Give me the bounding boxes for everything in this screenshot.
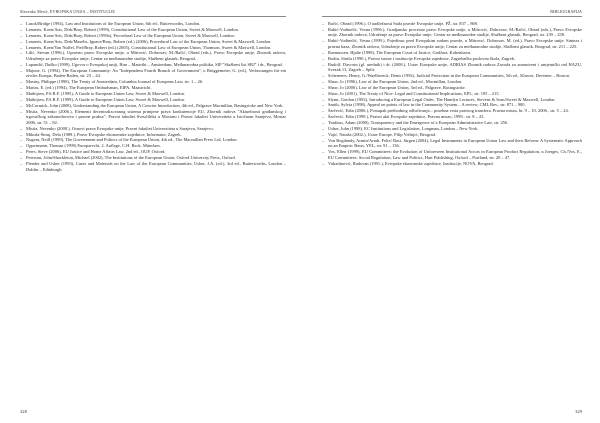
bibliography-entry: – Shaw, Jo (2000), Law of the European Union, 3rd ed., Palgrave, Basingstoke. <box>322 85 582 91</box>
bibliography-entry: – Slynn, Gordon (1992), Introducing a European Legal Order, The Hamlyn Lectures, Stevens & Sons/Sweet & Maxwell, London. <box>322 97 582 103</box>
bibliography-entry: – Shaw, Jo (2001), The Treaty of Nice: Legal and Constitutional Implications, EPL, str. 195 – 215. <box>322 91 582 97</box>
bibliography-entry: – Lenaerts, Koen/Arts, Dirk/Bray, Robert (1999a), Procedural Law of the European Union, Sweet & Maxwell, London. <box>20 33 286 39</box>
bibliography-entry: – Mathijsen, P.S.R.F. (1999), A Guide to European Union Law, Sweet & Maxwell, London. <box>20 97 286 103</box>
bibliography-entry: – Račić, Obrad (1996.), O nadležnosti Suda pravde Evropske unije, PŽ, str. 837 – 869. <box>322 21 582 27</box>
left-page <box>20 0 286 423</box>
bibliography-entry: – Usher, John (1998), EC Institutions and Legislation, Longman, London – New York. <box>322 126 582 132</box>
bibliography-entry: – Oppermann, Thomas (1999) Europarecht, 2. Auflage, C.H. Beck, München. <box>20 143 286 149</box>
bibliography-entry: – McCormick, John (2008), Understanding the European Union, A Concise Introduction, 4th ed., Palgrave Macmillan, Basingstoke and New York. <box>20 103 286 109</box>
bibliography-entry: – Lenaerts, Koen/Van Nuffel, Piet/Bray, Robert (ed.) (2005), Constitutional Law of European Union, Thomson, Sweet & Maxwell, London. <box>20 45 286 51</box>
bibliography-entry: – Plender and Usher (1993), Cases and Materials on the Law of the European Communities, Usher, J.A. (ed.), 3rd ed., Butterworths, London – Dublin – Edinburgh. <box>20 161 286 172</box>
bibliography-entry: – Mathijsen, P.S.R.F. (1995), A Guide to European Union Law, Sweet & Maxwell, London. <box>20 91 286 97</box>
bibliography-entry: – Peers, Steve (2006), EU Justice and Home Affairs Law, 2nd ed., OUP, Oxford. <box>20 149 286 155</box>
bibliography-entry: – Majone, G. (1994), The European Community: An "Independent Fourth Branch of Government", u Brüggemeier, G. (ed.), Verfassungen für ein ziviles Europa, Baden-Baden, str. 23 – 44. <box>20 68 286 79</box>
bibliography-entry: – Šarčević, Edin (2006.), Postupak prethodnog odlučivanja – posebna vrsta pravnog transfera, Pravna misao, br. 9 – 10, 2006., str. 5 – 24. <box>322 108 582 114</box>
bibliography-entry: – Rodin, Siniša (1990.), Pravni sustav i institucije Evropske zajednice, Zagrebačka poslovna škola, Zagreb. <box>322 56 582 62</box>
header-section-title: BIBLIOGRAFIJA <box>550 9 582 14</box>
bibliography-entry: – Lopandić, Duško (1999), Ugovor o Evropskoj uniji, Rim – Mastriht – Amsterdam, Međunarodna politika, SIP "Službeni list SRJ" i dr., Beograd. <box>20 62 286 68</box>
bibliography-entry: – Misita, Nevenko (2008.), Osnovi prava Evropske unije, Pravni fakultet Univerziteta u Sarajevu, Sarajevo. <box>20 126 286 132</box>
bibliography-entry: – Lenaerts, Koen/Arts, Dirk/Bray, Robert (1999), Constitutional Law of the European Union, Sweet & Maxwell, London. <box>20 27 286 33</box>
running-header <box>20 9 286 17</box>
page-number: 329 <box>575 409 582 414</box>
bibliography-entry: – Misita, Nevenko (2006.), Elementi decentralizovanog sistema primjene prava konkurencije EU, Zbornik radova "Aktuelnosti građanskog i trgovačkog zakonodavstva i pravne prakse", Pravni fakultet Sveučilišta u Mostaru i Pravni fakultet Univerziteta u Istočnom Sarajevu, Mostar 2006, str. 51 – 82. <box>20 109 286 126</box>
running-header <box>322 9 582 17</box>
page-number: 328 <box>20 409 27 414</box>
bibliography-entry: – Rakić-Vodinelić, Vesna (1996.), Gradjansko procesno pravo Evropske unije, u Mitrović, Dobrosav, M./Račić, Obrad (eds.), Pravo Evropske unije, Zbornik radova, Udruženje za pravo Evropske unije, Centar za međunarodne studije, Službeni glasnik, Beograd, str. 239 – 258. <box>322 27 582 38</box>
bibliography-entry: – Rasmussen, Hjalte (1998), The European Court of Justice, GadJura, Kobenhavn. <box>322 50 582 56</box>
bibliography-entry: – Shaw, Jo (1996), Law of the European Union, 2nd ed., Macmillan, London. <box>322 79 582 85</box>
bibliography-entry: – Vos, Ellen (1999), EU Committees: the Evolution of Unforeseen Institutional Actors in European Product Regulation, u Joerges, Ch./Vos, E., EU Committees: Social Regulation, Law and Politics, Hart Publishing, Oxford – Portland, str. 20 – 47. <box>322 149 582 160</box>
bibliography-entry: – Rakić-Vodinelić, Vesna (1999.), Pojedinac pred Evropskim sudom pravde, u Mitrović, Dobrosav, M. (ed.), Pravo Evropske unije, Sinteza i pravna baza, Zbornik radova, Udruženje za pravo Evropske unije, Centar za međunarodne studije, Službeni glasnik, Beograd, str. 211 – 225. <box>322 38 582 49</box>
header-author-title: Slavenko Mesić, EVROPSKA UNIJA – INSTITUCIJE <box>20 9 115 14</box>
bibliography-entry: – Smith, Sylvia (1998), Appeal on points of law in the Community System – A review, CML Rev., str. 871 – 900. <box>322 102 582 108</box>
bibliography-entry: – Tsadiras, Adam (2000), Transparency and the Emergence of a European Administrative Law, str. 256. <box>322 120 582 126</box>
bibliography-entry: – Šarčević, Edin (1999.), Pravni akti Evropske zajednice, Pravna misao, 1999., str. 8 – 23. <box>322 114 582 120</box>
bibliography-list <box>20 21 286 172</box>
bibliography-entry: – Mastny, Philippe (1998), The Treaty of Amsterdam, Columbia Journal of European Law, str. 1 – 26. <box>20 79 286 85</box>
right-page <box>322 0 582 423</box>
bibliography-entry: – Vajić, Nataša (2002.), Ustav Europe, Pilip Vrišnjić, Beograd. <box>322 132 582 138</box>
bibliography-entry: – Nugent, Neill (1999), The Government and Politics of the European Union, 4th ed., The Macmillan Press Ltd, London. <box>20 137 286 143</box>
bibliography-entry: – Schermers, Henry, G./Waelbroeck, Denis (1992), Judicial Protection in the European Communities, 5th ed., Kluwer, Deventer – Boston. <box>322 73 582 79</box>
bibliography-entry: – Marias, E. (ed.) (1994), The European Ombudsman, EIPA, Maastricht. <box>20 85 286 91</box>
bibliography-entry: – Lenaerts, Koen/Arts, Dirk/Maselis, Ignace/Bray, Robert (ed.) (2006), Procedural Law of the European Union, Sweet & Maxwell, London. <box>20 39 286 45</box>
bibliography-entry: – Mikuša-Šmuj, Dela (1989.), Pravo Evropske ekonomske zajednice, Informator, Zagreb. <box>20 132 286 138</box>
bibliography-entry: – Vukadinović, Radovan (1991.), Evropske ekonomske zajednice, Institucije, NOVA, Beograd. <box>322 161 582 167</box>
bibliography-entry: – Lilić, Stevan (1996.), Upravno pravo Evropske unije, u Mitrović, Dobrosav, M./Račić, Obrad (eds.), Pravo Evropske unije, Zbornik radova, Udruženje za pravo Evropske unije, Centar za međunarodne studije, Službeni glasnik, Beograd. <box>20 50 286 61</box>
bibliography-entry: – Rudolf, Davorin (gl. urednik) i dr. (2008.), Ustav Europske unije, ADRIAS Zbornik radova Zavoda za znanstveni i umjetnički rad HAZU, Svezak 13, Zagreb – Split. <box>322 62 582 73</box>
bibliography-entry: – Von Bogdandy, Armin/Arndt, Felix/ Bast, Jürgen (2004), Legal Instruments in European Union Law and their Reform: A Systematic Approach on an Empiric Basis, YEL, str. 91 – 136. <box>322 138 582 149</box>
bibliography-entry: – Peterson, John/Shackleton, Michael (2002), The Institutions of the European Union, Oxford University Press, Oxford. <box>20 155 286 161</box>
bibliography-entry: – Lasok/Bridge (1994), Law and Institutions of the European Union, 6th ed., Butterworths, London. <box>20 21 286 27</box>
bibliography-list <box>322 21 582 167</box>
